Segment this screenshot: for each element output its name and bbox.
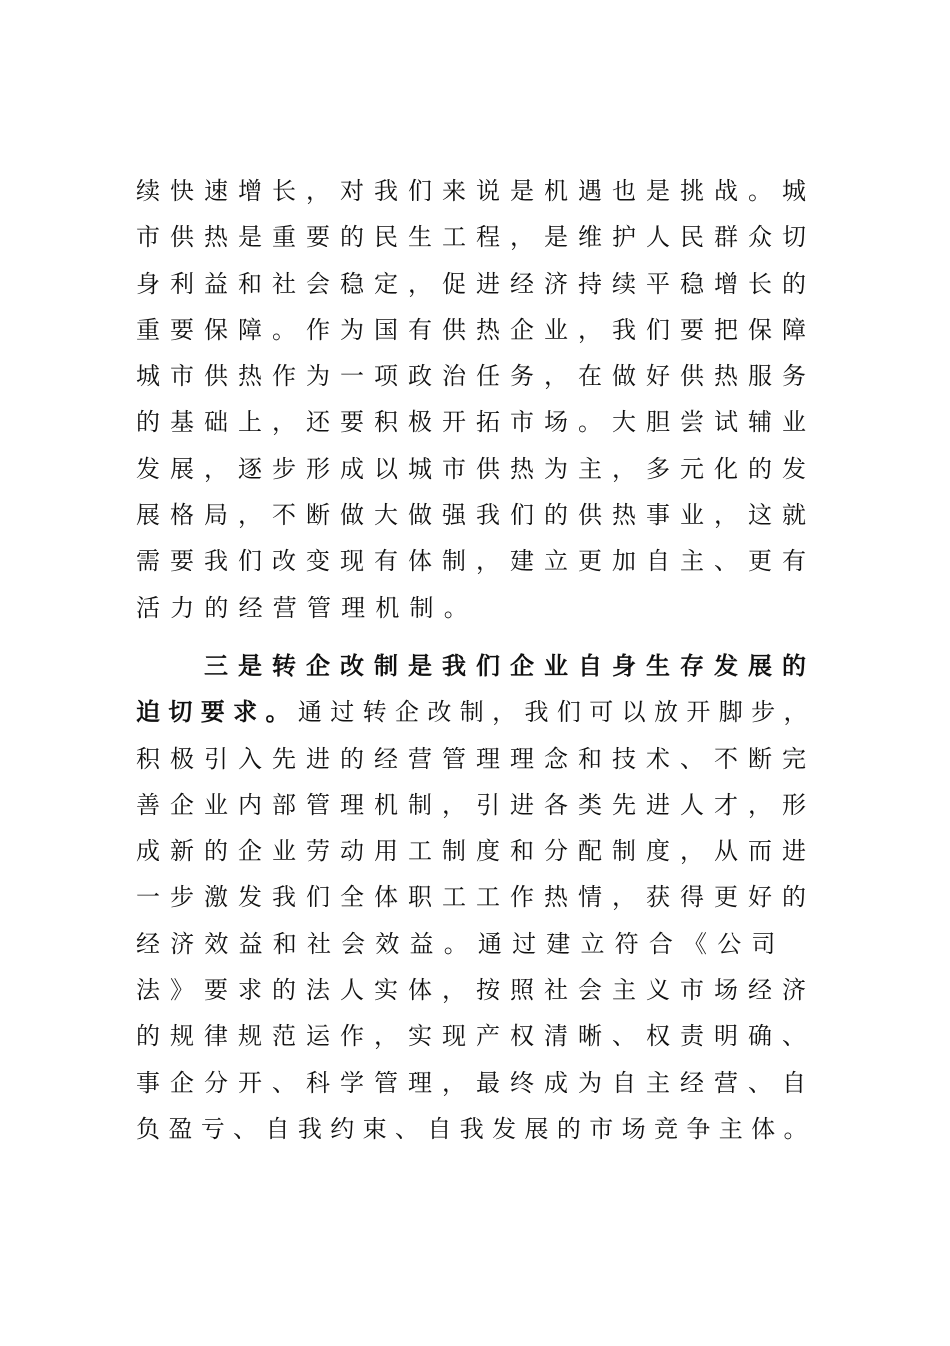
paragraph-line-rest: 通 过 转 企 改 制 ， 我 们 可 以 放 开 脚 步 ， (297, 698, 808, 727)
paragraph-line: 的 规 律 规 范 运 作 ， 实 现 产 权 清 晰 、 权 责 明 确 、 (136, 1022, 806, 1051)
paragraph-2 (136, 643, 816, 1152)
paragraph-line: 展 格 局 ， 不 断 做 大 做 强 我 们 的 供 热 事 业 ， 这 就 (136, 501, 806, 530)
paragraph-line: 事 企 分 开 、 科 学 管 理 ， 最 终 成 为 自 主 经 营 、 自 (136, 1068, 806, 1097)
paragraph-line: 经 济 效 益 和 社 会 效 益 。 通 过 建 立 符 合 《 公 司 (136, 929, 776, 958)
paragraph-line: 续 快 速 增 长 ， 对 我 们 来 说 是 机 遇 也 是 挑 战 。 城 (136, 177, 806, 205)
paragraph-line: 的 基 础 上 ， 还 要 积 极 开 拓 市 场 。 大 胆 尝 试 辅 业 (136, 408, 806, 437)
paragraph-line: 身 利 益 和 社 会 稳 定 ， 促 进 经 济 持 续 平 稳 增 长 的 (136, 269, 806, 298)
paragraph-line: 一 步 激 发 我 们 全 体 职 工 工 作 热 情 ， 获 得 更 好 的 (136, 883, 806, 912)
paragraph-line: 负 盈 亏 、 自 我 约 束 、 自 我 发 展 的 市 场 竞 争 主 体 。 (136, 1114, 808, 1143)
paragraph-line: 需 要 我 们 改 变 现 有 体 制 ， 建 立 更 加 自 主 、 更 有 (136, 547, 806, 576)
paragraph-heading-line: 三 是 转 企 改 制 是 我 们 企 业 自 身 生 存 发 展 的 (204, 651, 806, 680)
paragraph-line: 法 》 要 求 的 法 人 实 体 ， 按 照 社 会 主 义 市 场 经 济 (136, 976, 806, 1005)
paragraph-1 (136, 168, 816, 631)
paragraph-line (136, 689, 816, 735)
paragraph-line: 积 极 引 入 先 进 的 经 营 管 理 理 念 和 技 术 、 不 断 完 (136, 744, 806, 773)
paragraph-line: 市 供 热 是 重 要 的 民 生 工 程 ， 是 维 护 人 民 群 众 切 (136, 223, 806, 252)
paragraph-heading-tail: 迫 切 要 求 。 (136, 697, 290, 727)
paragraph-line: 发 展 ， 逐 步 形 成 以 城 市 供 热 为 主 ， 多 元 化 的 发 (136, 454, 806, 483)
paragraph-line: 成 新 的 企 业 劳 动 用 工 制 度 和 分 配 制 度 ， 从 而 进 (136, 837, 806, 866)
paragraph-line: 城 市 供 热 作 为 一 项 政 治 任 务 ， 在 做 好 供 热 服 务 (136, 362, 806, 391)
paragraph-line: 活 力 的 经 营 管 理 机 制 。 (136, 593, 468, 622)
paragraph-line: 善 企 业 内 部 管 理 机 制 ， 引 进 各 类 先 进 人 才 ， 形 (136, 790, 806, 819)
paragraph-line: 重 要 保 障 。 作 为 国 有 供 热 企 业 ， 我 们 要 把 保 障 (136, 315, 806, 344)
